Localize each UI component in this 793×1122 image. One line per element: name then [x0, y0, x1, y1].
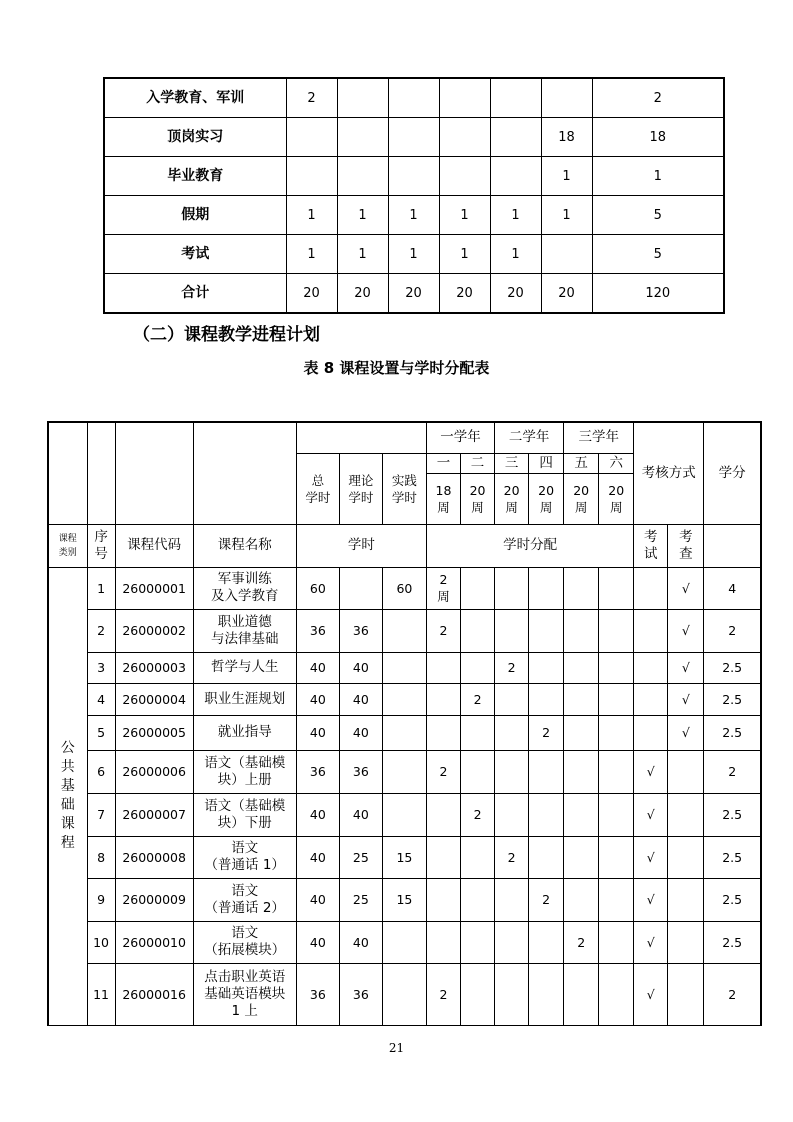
practice-hours-cell [382, 921, 426, 963]
semester-hours-cell: 2 [461, 683, 495, 715]
credit-cell: 2.5 [704, 921, 761, 963]
exam-cell [634, 683, 668, 715]
semester-hours-cell: 2 [495, 652, 529, 683]
theory-hours-cell: 40 [339, 652, 382, 683]
year-header: 一学年 [426, 422, 494, 453]
practice-hours-cell [382, 750, 426, 793]
check-cell: √ [668, 567, 704, 609]
semester-hours-cell [529, 750, 564, 793]
blank-header-cell [704, 524, 761, 567]
course-row [48, 836, 761, 878]
week-cell: 1 [439, 235, 490, 274]
credit-cell: 2 [704, 609, 761, 652]
week-cell [388, 78, 439, 118]
week-cell [439, 157, 490, 196]
credit-header: 学分 [704, 422, 761, 524]
exam-cell: √ [634, 836, 668, 878]
check-cell [668, 921, 704, 963]
semester-hours-cell [426, 836, 460, 878]
row-label: 合计 [104, 274, 286, 314]
course-name-cell: 哲学与人生 [193, 652, 296, 683]
semester-hours-cell [461, 921, 495, 963]
seq-cell: 6 [87, 750, 115, 793]
week-cell [388, 118, 439, 157]
seq-cell: 9 [87, 878, 115, 921]
row-label: 假期 [104, 196, 286, 235]
week-allocation-table [103, 77, 725, 314]
weeks-header: 18 周 [426, 473, 460, 524]
semester-hours-cell [529, 609, 564, 652]
seq-header: 序 号 [87, 524, 115, 567]
semester-hours-cell [564, 609, 599, 652]
distribution-header: 学时分配 [426, 524, 633, 567]
seq-cell: 11 [87, 963, 115, 1025]
check-cell [668, 793, 704, 836]
check-cell: √ [668, 715, 704, 750]
course-name-cell: 语文 （拓展模块） [193, 921, 296, 963]
week-total: 5 [592, 196, 724, 235]
theory-hours-cell: 36 [339, 750, 382, 793]
course-code-cell: 26000005 [115, 715, 193, 750]
course-name-cell: 语文（基础模 块）下册 [193, 793, 296, 836]
weeks-header: 20 周 [564, 473, 599, 524]
week-cell [439, 78, 490, 118]
seq-cell: 1 [87, 567, 115, 609]
week-cell: 1 [388, 196, 439, 235]
exam-cell: √ [634, 963, 668, 1025]
blank-header-cell [87, 422, 115, 524]
course-name-cell: 语文 （普通话 1） [193, 836, 296, 878]
course-code-cell: 26000010 [115, 921, 193, 963]
course-hours-table [47, 421, 762, 1026]
week-cell: 1 [337, 235, 388, 274]
check-cell [668, 750, 704, 793]
check-header: 考 查 [668, 524, 704, 567]
semester-hours-cell [529, 793, 564, 836]
week-total: 1 [592, 157, 724, 196]
course-row [48, 921, 761, 963]
course-code-cell: 26000001 [115, 567, 193, 609]
section-heading: （二）课程教学进程计划 [133, 325, 320, 345]
semester-hours-cell [599, 567, 634, 609]
credit-cell: 2.5 [704, 683, 761, 715]
course-code-cell: 26000004 [115, 683, 193, 715]
table-caption: 表 8 课程设置与学时分配表 [303, 359, 490, 377]
category-header: 课程 类别 [48, 524, 87, 567]
theory-hours-cell: 25 [339, 836, 382, 878]
semester-hours-cell [529, 652, 564, 683]
semester-header: 一 [426, 453, 460, 473]
semester-hours-cell [495, 609, 529, 652]
course-name-cell: 职业生涯规划 [193, 683, 296, 715]
theory-hours-cell: 40 [339, 793, 382, 836]
total-hours-header: 总 学时 [296, 453, 339, 524]
total-hours-cell: 36 [296, 609, 339, 652]
exam-cell [634, 715, 668, 750]
semester-hours-cell [461, 750, 495, 793]
theory-hours-cell: 40 [339, 683, 382, 715]
week-row [104, 78, 724, 118]
semester-hours-cell: 2 [426, 609, 460, 652]
course-row [48, 609, 761, 652]
semester-header: 三 [495, 453, 529, 473]
semester-hours-cell [461, 878, 495, 921]
seq-cell: 10 [87, 921, 115, 963]
practice-hours-cell [382, 609, 426, 652]
week-total: 120 [592, 274, 724, 314]
course-name-cell: 就业指导 [193, 715, 296, 750]
row-label: 入学教育、军训 [104, 78, 286, 118]
practice-hours-cell [382, 652, 426, 683]
semester-hours-cell [599, 715, 634, 750]
week-cell: 1 [490, 235, 541, 274]
semester-header: 二 [461, 453, 495, 473]
semester-header: 四 [529, 453, 564, 473]
header-row-years [48, 422, 761, 453]
practice-hours-header: 实践 学时 [382, 453, 426, 524]
week-cell: 1 [337, 196, 388, 235]
course-row [48, 878, 761, 921]
exam-cell [634, 609, 668, 652]
semester-hours-cell [564, 683, 599, 715]
week-cell [388, 157, 439, 196]
check-cell [668, 836, 704, 878]
semester-hours-cell [529, 683, 564, 715]
semester-hours-cell [461, 715, 495, 750]
course-code-cell: 26000002 [115, 609, 193, 652]
semester-hours-cell: 2 [529, 715, 564, 750]
exam-cell [634, 652, 668, 683]
week-cell: 2 [286, 78, 337, 118]
semester-hours-cell [564, 750, 599, 793]
week-cell: 1 [541, 157, 592, 196]
semester-hours-cell [529, 921, 564, 963]
semester-hours-cell [529, 567, 564, 609]
hours-header: 学时 [296, 524, 426, 567]
semester-hours-cell [599, 836, 634, 878]
seq-cell: 7 [87, 793, 115, 836]
week-cell: 1 [541, 196, 592, 235]
week-cell [541, 78, 592, 118]
semester-hours-cell [599, 921, 634, 963]
semester-hours-cell [495, 963, 529, 1025]
semester-hours-cell [564, 963, 599, 1025]
check-cell: √ [668, 683, 704, 715]
theory-hours-cell: 36 [339, 609, 382, 652]
semester-hours-cell [599, 750, 634, 793]
semester-hours-cell [426, 921, 460, 963]
semester-hours-cell: 2 [426, 750, 460, 793]
semester-hours-cell: 2 [461, 793, 495, 836]
exam-header: 考 试 [634, 524, 668, 567]
seq-cell: 3 [87, 652, 115, 683]
semester-hours-cell: 2 周 [426, 567, 460, 609]
week-cell [439, 118, 490, 157]
total-hours-cell: 60 [296, 567, 339, 609]
week-total: 18 [592, 118, 724, 157]
weeks-header: 20 周 [529, 473, 564, 524]
exam-cell: √ [634, 793, 668, 836]
week-row [104, 196, 724, 235]
check-cell [668, 963, 704, 1025]
course-name-cell: 语文（基础模 块）上册 [193, 750, 296, 793]
blank-header-cell [296, 422, 426, 453]
week-cell [286, 118, 337, 157]
semester-hours-cell [564, 836, 599, 878]
week-cell: 20 [439, 274, 490, 314]
blank-header-cell [193, 422, 296, 524]
weeks-header: 20 周 [461, 473, 495, 524]
total-hours-cell: 40 [296, 683, 339, 715]
semester-hours-cell [564, 793, 599, 836]
course-name-cell: 点击职业英语 基础英语模块 1 上 [193, 963, 296, 1025]
course-code-cell: 26000003 [115, 652, 193, 683]
seq-cell: 2 [87, 609, 115, 652]
credit-cell: 2.5 [704, 793, 761, 836]
course-row [48, 750, 761, 793]
credit-cell: 2.5 [704, 715, 761, 750]
week-total: 5 [592, 235, 724, 274]
course-row [48, 567, 761, 609]
semester-header: 五 [564, 453, 599, 473]
total-hours-cell: 36 [296, 750, 339, 793]
blank-header-cell [115, 422, 193, 524]
week-cell: 1 [490, 196, 541, 235]
check-cell [668, 878, 704, 921]
weeks-header: 20 周 [495, 473, 529, 524]
practice-hours-cell: 60 [382, 567, 426, 609]
check-cell: √ [668, 652, 704, 683]
week-cell [337, 157, 388, 196]
semester-hours-cell [426, 683, 460, 715]
semester-hours-cell [461, 609, 495, 652]
week-cell [490, 118, 541, 157]
semester-hours-cell [529, 836, 564, 878]
seq-cell: 8 [87, 836, 115, 878]
row-label: 考试 [104, 235, 286, 274]
semester-hours-cell [426, 715, 460, 750]
practice-hours-cell [382, 683, 426, 715]
semester-hours-cell [599, 793, 634, 836]
semester-hours-cell [495, 683, 529, 715]
theory-hours-cell: 40 [339, 715, 382, 750]
total-hours-cell: 40 [296, 652, 339, 683]
week-cell [286, 157, 337, 196]
semester-hours-cell [495, 793, 529, 836]
semester-hours-cell: 2 [564, 921, 599, 963]
semester-hours-cell: 2 [426, 963, 460, 1025]
course-name-header: 课程名称 [193, 524, 296, 567]
semester-header: 六 [599, 453, 634, 473]
course-code-cell: 26000016 [115, 963, 193, 1025]
course-code-cell: 26000007 [115, 793, 193, 836]
theory-hours-cell: 36 [339, 963, 382, 1025]
course-name-cell: 语文 （普通话 2） [193, 878, 296, 921]
week-cell: 1 [388, 235, 439, 274]
semester-hours-cell [495, 750, 529, 793]
semester-hours-cell [495, 715, 529, 750]
week-cell: 20 [490, 274, 541, 314]
course-row [48, 963, 761, 1025]
total-hours-cell: 40 [296, 836, 339, 878]
credit-cell: 2.5 [704, 836, 761, 878]
week-row [104, 157, 724, 196]
theory-hours-cell: 25 [339, 878, 382, 921]
semester-hours-cell: 2 [529, 878, 564, 921]
credit-cell: 4 [704, 567, 761, 609]
semester-hours-cell [426, 878, 460, 921]
total-hours-cell: 40 [296, 878, 339, 921]
semester-hours-cell: 2 [495, 836, 529, 878]
year-header: 二学年 [495, 422, 564, 453]
semester-hours-cell [461, 963, 495, 1025]
course-code-cell: 26000006 [115, 750, 193, 793]
semester-hours-cell [599, 683, 634, 715]
weeks-header: 20 周 [599, 473, 634, 524]
credit-cell: 2.5 [704, 652, 761, 683]
week-cell: 20 [286, 274, 337, 314]
practice-hours-cell [382, 963, 426, 1025]
week-cell: 20 [337, 274, 388, 314]
exam-method-header: 考核方式 [634, 422, 704, 524]
theory-hours-cell [339, 567, 382, 609]
credit-cell: 2.5 [704, 878, 761, 921]
course-row [48, 793, 761, 836]
course-code-cell: 26000009 [115, 878, 193, 921]
practice-hours-cell: 15 [382, 836, 426, 878]
semester-hours-cell [564, 878, 599, 921]
seq-cell: 5 [87, 715, 115, 750]
semester-hours-cell [599, 963, 634, 1025]
total-hours-cell: 40 [296, 921, 339, 963]
week-cell [541, 235, 592, 274]
course-code-header: 课程代码 [115, 524, 193, 567]
week-cell [337, 118, 388, 157]
week-row [104, 274, 724, 314]
semester-hours-cell [495, 921, 529, 963]
seq-cell: 4 [87, 683, 115, 715]
course-row [48, 715, 761, 750]
practice-hours-cell [382, 793, 426, 836]
week-row [104, 235, 724, 274]
semester-hours-cell [599, 609, 634, 652]
credit-cell: 2 [704, 963, 761, 1025]
exam-cell: √ [634, 878, 668, 921]
practice-hours-cell [382, 715, 426, 750]
category-cell: 公 共 基 础 课 程 [48, 567, 87, 1025]
semester-hours-cell [461, 567, 495, 609]
row-label: 顶岗实习 [104, 118, 286, 157]
week-cell [337, 78, 388, 118]
total-hours-cell: 40 [296, 715, 339, 750]
course-code-cell: 26000008 [115, 836, 193, 878]
exam-cell: √ [634, 750, 668, 793]
semester-hours-cell [529, 963, 564, 1025]
semester-hours-cell [564, 715, 599, 750]
practice-hours-cell: 15 [382, 878, 426, 921]
week-total: 2 [592, 78, 724, 118]
total-hours-cell: 40 [296, 793, 339, 836]
week-cell: 1 [286, 196, 337, 235]
semester-hours-cell [599, 652, 634, 683]
total-hours-cell: 36 [296, 963, 339, 1025]
course-name-cell: 职业道德 与法律基础 [193, 609, 296, 652]
week-cell [490, 157, 541, 196]
credit-cell: 2 [704, 750, 761, 793]
course-row [48, 683, 761, 715]
week-cell: 20 [388, 274, 439, 314]
semester-hours-cell [564, 567, 599, 609]
row-label: 毕业教育 [104, 157, 286, 196]
course-row [48, 652, 761, 683]
semester-hours-cell [461, 652, 495, 683]
blank-header-cell [48, 422, 87, 524]
semester-hours-cell [599, 878, 634, 921]
week-cell: 18 [541, 118, 592, 157]
week-cell: 1 [286, 235, 337, 274]
week-cell [490, 78, 541, 118]
page-number: 21 [388, 1041, 405, 1055]
semester-hours-cell [495, 878, 529, 921]
year-header: 三学年 [564, 422, 634, 453]
course-name-cell: 军事训练 及入学教育 [193, 567, 296, 609]
semester-hours-cell [564, 652, 599, 683]
week-row [104, 118, 724, 157]
semester-hours-cell [461, 836, 495, 878]
exam-cell [634, 567, 668, 609]
check-cell: √ [668, 609, 704, 652]
theory-hours-header: 理论 学时 [339, 453, 382, 524]
semester-hours-cell [495, 567, 529, 609]
theory-hours-cell: 40 [339, 921, 382, 963]
semester-hours-cell [426, 793, 460, 836]
semester-hours-cell [426, 652, 460, 683]
week-cell: 20 [541, 274, 592, 314]
header-row-labels [48, 524, 761, 567]
exam-cell: √ [634, 921, 668, 963]
week-cell: 1 [439, 196, 490, 235]
